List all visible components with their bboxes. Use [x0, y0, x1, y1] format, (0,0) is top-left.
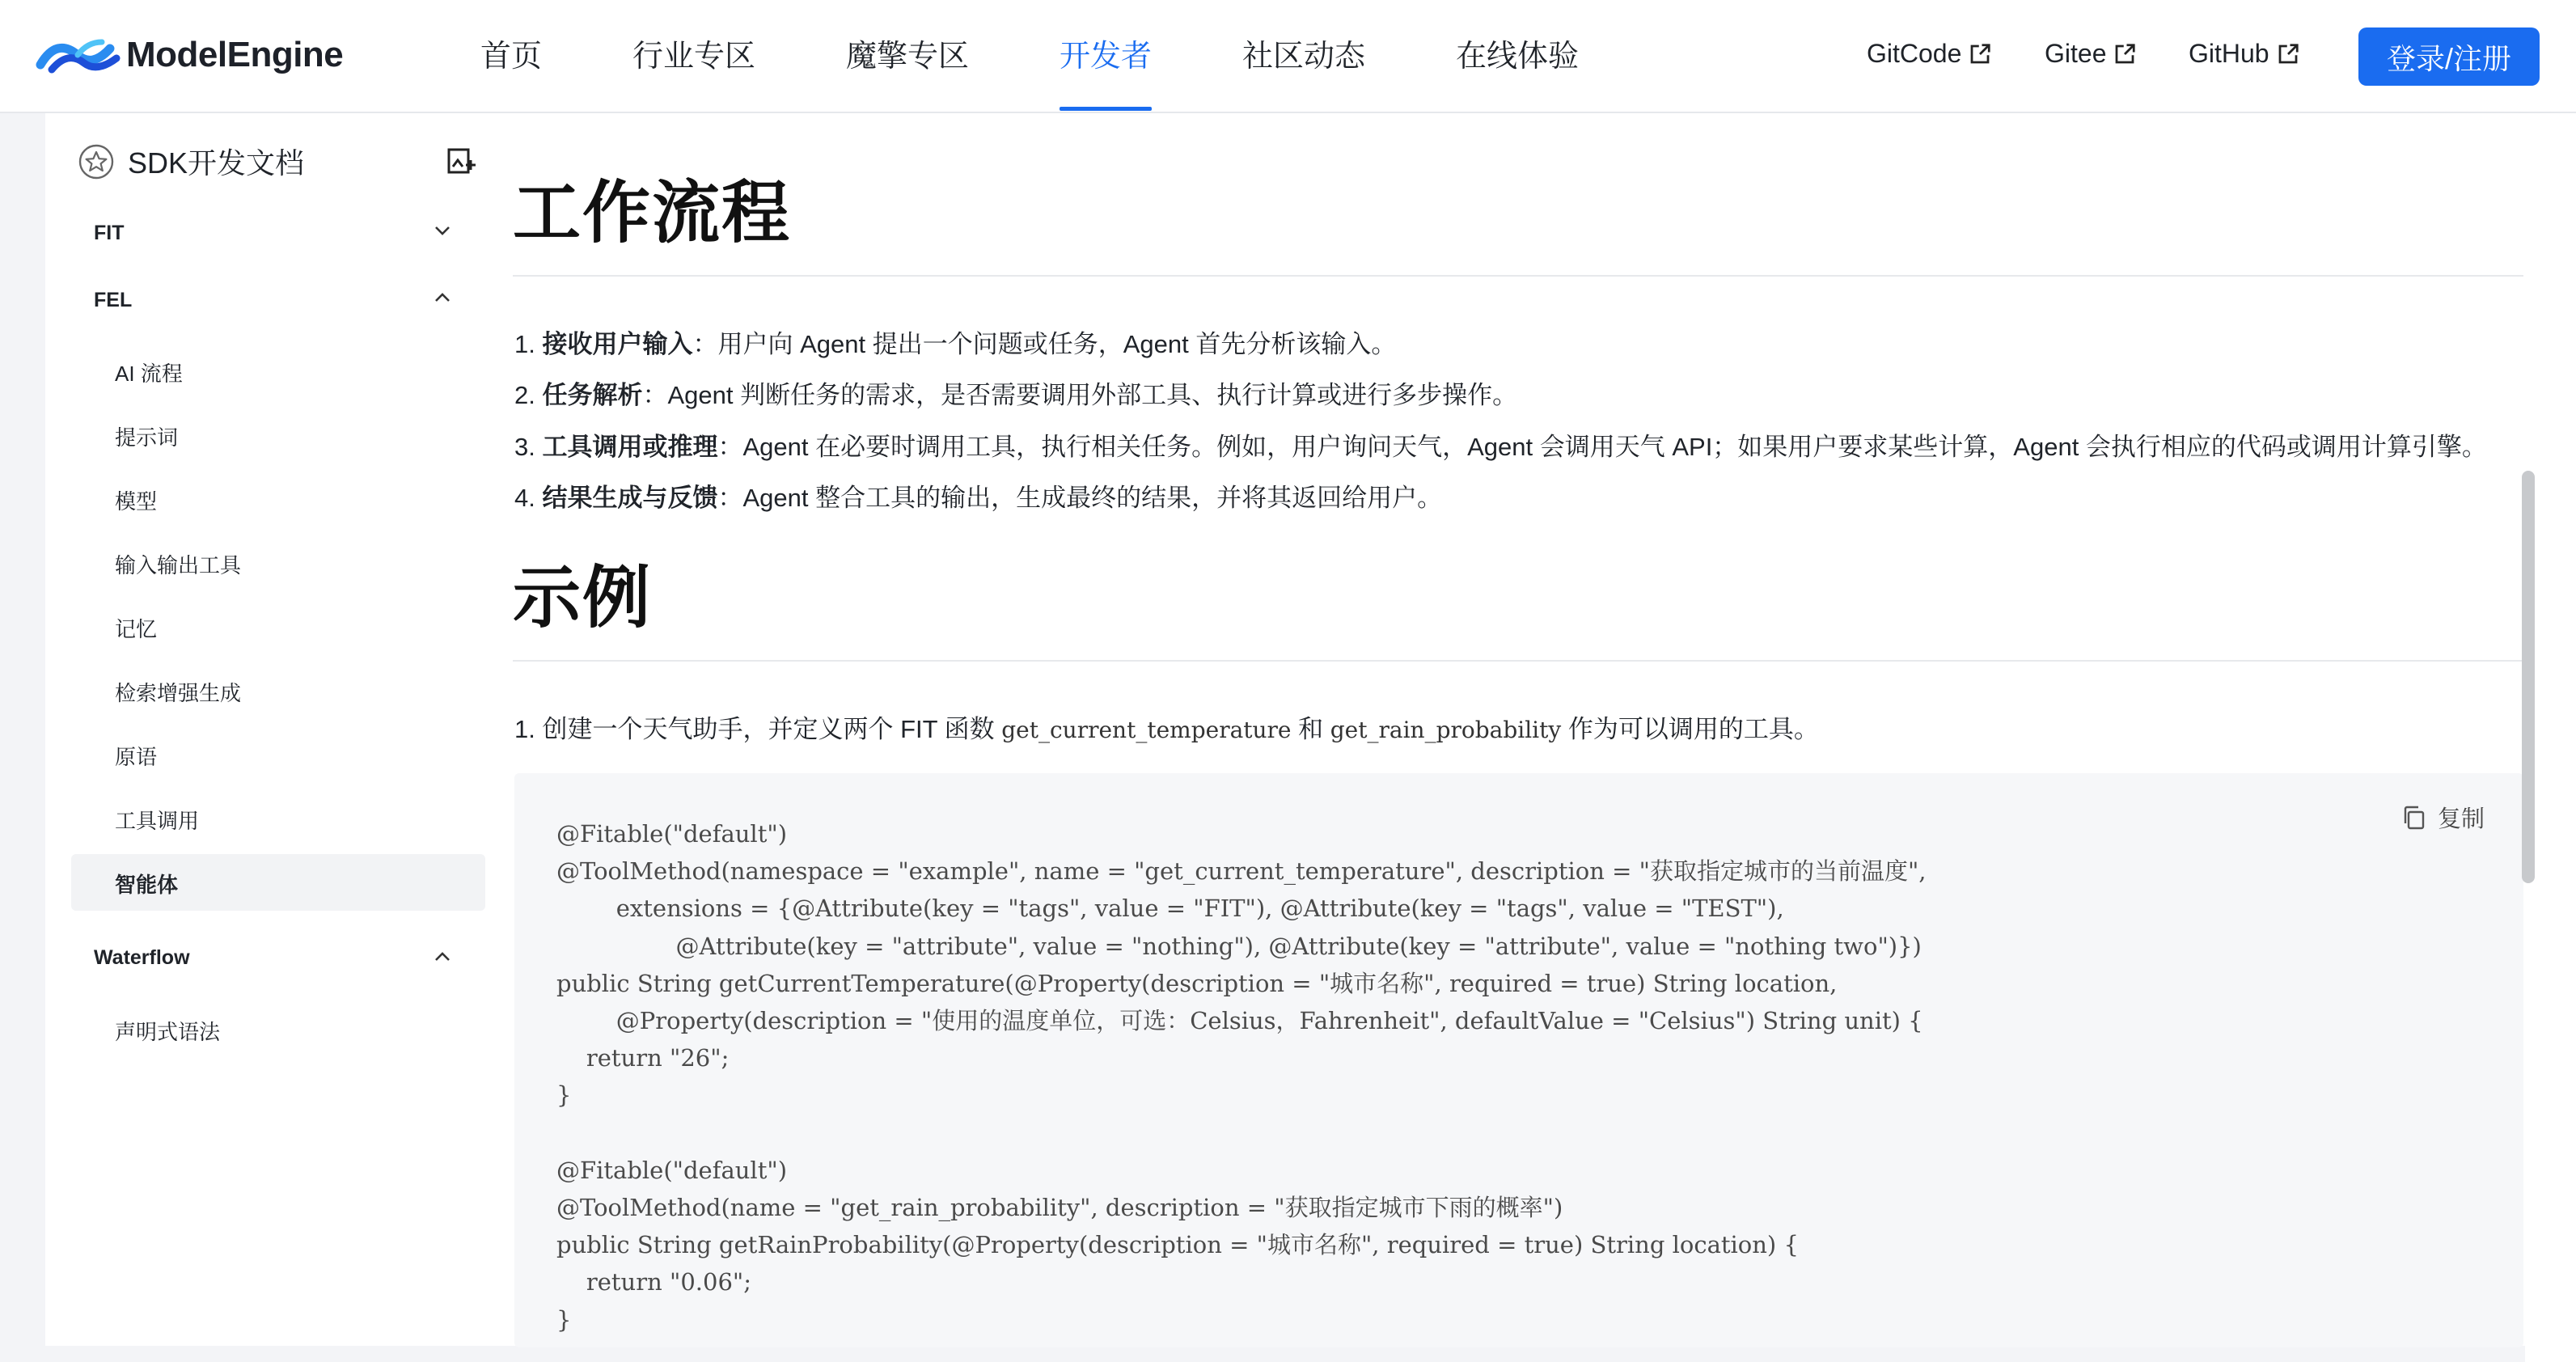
- inline-code: get_current_temperature: [1001, 717, 1292, 743]
- sidebar-item-agent[interactable]: 智能体: [115, 873, 179, 897]
- modelengine-logo-icon: [36, 31, 123, 79]
- inline-code: get_rain_probability: [1330, 717, 1562, 743]
- external-link-icon: [1968, 42, 1992, 66]
- scrollbar-thumb[interactable]: [2522, 471, 2535, 883]
- example-intro: [514, 708, 1819, 745]
- sidebar-collapse-icon[interactable]: [445, 146, 479, 180]
- step-item: [514, 426, 2487, 463]
- gitee-link[interactable]: [2045, 39, 2137, 69]
- divider: [513, 660, 2523, 662]
- step-item: [514, 324, 1396, 360]
- logo[interactable]: [36, 29, 343, 81]
- step-title: 工具调用或推理: [542, 433, 718, 461]
- gitcode-label: GitCode: [1867, 39, 1962, 68]
- login-register-button[interactable]: 登录/注册: [2358, 27, 2540, 86]
- intro-suffix: 作为可以调用的工具。: [1561, 715, 1819, 743]
- star-badge-icon: [78, 143, 115, 180]
- step-title: 结果生成与反馈: [542, 484, 718, 512]
- step-item: [514, 374, 1517, 411]
- nav-link-industry[interactable]: 行业专区: [632, 40, 756, 74]
- step-title: 接收用户输入: [542, 330, 693, 358]
- copy-button[interactable]: [2400, 801, 2485, 834]
- divider: [513, 275, 2523, 277]
- sidebar-title: SDK开发文档: [128, 146, 305, 180]
- sidebar-item-declarative-syntax[interactable]: 声明式语法: [115, 1020, 221, 1044]
- gitee-label: Gitee: [2045, 39, 2107, 68]
- copy-icon: [2400, 804, 2428, 831]
- nav-link-community[interactable]: 社区动态: [1242, 40, 1366, 74]
- github-label: GitHub: [2189, 39, 2269, 68]
- nav-link-home[interactable]: 首页: [480, 40, 543, 74]
- sidebar-item-tool-calling[interactable]: 工具调用: [115, 809, 200, 833]
- step-number: 3.: [514, 433, 535, 461]
- nav-link-online-trial[interactable]: 在线体验: [1456, 40, 1580, 74]
- step-number: 1.: [514, 330, 535, 358]
- sidebar-item-prompt[interactable]: 提示词: [115, 425, 179, 450]
- heading-example: 示例: [513, 560, 653, 636]
- sidebar-item-ai-flow[interactable]: AI 流程: [115, 362, 183, 386]
- nav-link-developer[interactable]: 开发者: [1060, 36, 1152, 78]
- gitcode-link[interactable]: [1867, 39, 1992, 69]
- chevron-up-icon[interactable]: [430, 945, 455, 969]
- heading-workflow: 工作流程: [513, 175, 792, 251]
- sidebar-item-io-tools[interactable]: 输入输出工具: [115, 553, 242, 577]
- intro-prefix: 1. 创建一个天气助手，并定义两个 FIT 函数: [514, 715, 1002, 743]
- step-number: 4.: [514, 484, 535, 512]
- sidebar-item-primitives[interactable]: 原语: [115, 745, 158, 769]
- code-text[interactable]: @Fitable("default") @ToolMethod(namespace = "example", name = "get_current_temperature", description = "获取指定城市的当前温度", extensions = {@Attribute(key = "tags", value = "FIT"), @Attribute(key = "tags", value = "TEST"), @Attribute(key = "attribute", value = "nothing"), @Attribute(key = "attribute", value = "nothing two")}) public String getCurrentTemperature(@Property(description = "城市名称", required = true) String location, @Property(description = "使用的温度单位，可选：Celsius，Fahrenheit", defaultValue = "Celsius") String unit) { return "26"; } @Fitable("default") @ToolMethod(name = "get_rain_probability", description = "获取指定城市下雨的概率") public String getRainProbability(@Property(description = "城市名称", required = true) String location) { return "0.06"; }: [556, 820, 1927, 1334]
- step-text: ：用户向 Agent 提出一个问题或任务，Agent 首先分析该输入。: [692, 330, 1397, 358]
- sidebar-item-rag[interactable]: 检索增强生成: [115, 681, 242, 705]
- step-number: 2.: [514, 381, 535, 409]
- sidebar-group-waterflow[interactable]: Waterflow: [94, 946, 190, 969]
- sidebar-item-model[interactable]: 模型: [115, 489, 158, 514]
- step-text: ：Agent 判断任务的需求，是否需要调用外部工具、执行计算或进行多步操作。: [642, 381, 1518, 409]
- logo-text: ModelEngine: [126, 35, 344, 74]
- sidebar-group-fel[interactable]: FEL: [94, 289, 133, 311]
- step-item: [514, 477, 1442, 514]
- top-navigation: [0, 0, 2576, 113]
- external-link-icon: [2276, 42, 2300, 66]
- step-text: ：Agent 在必要时调用工具，执行相关任务。例如，用户询问天气，Agent 会调用天气 API；如果用户要求某些计算，Agent 会执行相应的代码或调用计算引擎。: [717, 433, 2487, 461]
- external-link-icon: [2113, 42, 2137, 66]
- nav-link-moqing[interactable]: 魔擎专区: [846, 40, 970, 74]
- step-title: 任务解析: [542, 381, 643, 409]
- sidebar-header: [78, 141, 304, 182]
- copy-label: 复制: [2438, 806, 2485, 832]
- chevron-up-icon[interactable]: [430, 286, 455, 310]
- github-link[interactable]: [2189, 39, 2300, 69]
- intro-mid: 和: [1291, 715, 1330, 743]
- step-text: ：Agent 整合工具的输出，生成最终的结果，并将其返回给用户。: [717, 484, 1443, 512]
- sidebar-item-memory[interactable]: 记忆: [115, 617, 158, 641]
- chevron-down-icon[interactable]: [430, 218, 455, 243]
- sidebar-group-fit[interactable]: FIT: [94, 222, 125, 244]
